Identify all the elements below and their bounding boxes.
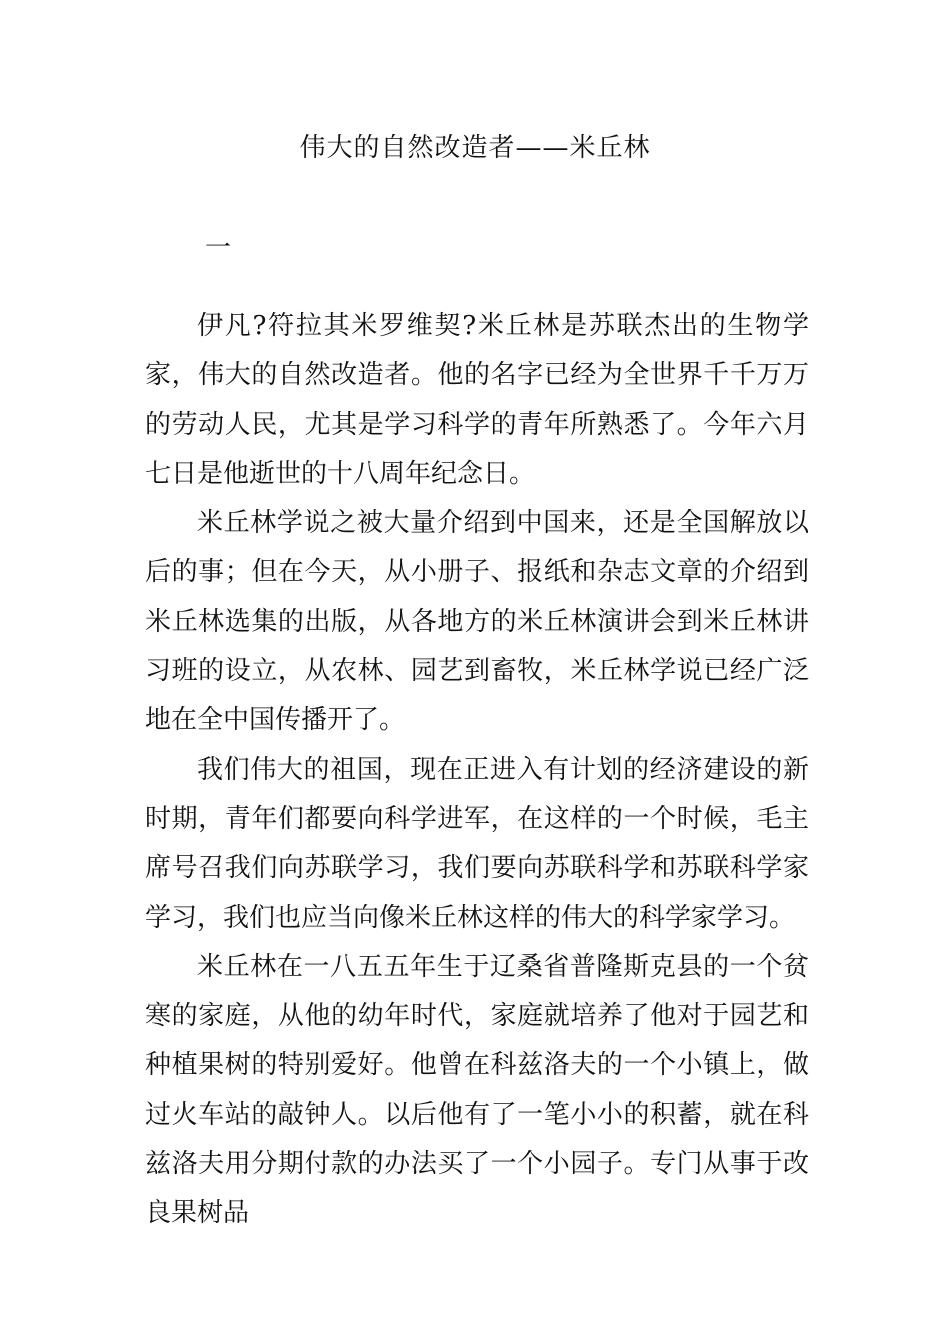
section-number: 一 bbox=[205, 233, 232, 263]
paragraph-2: 米丘林学说之被大量介绍到中国来，还是全国解放以后的事；但在今天，从小册子、报纸和杂志文章的介绍到米丘林选集的出版，从各地方的米丘林演讲会到米丘林讲习班的设立，从农林、园艺到畜牧，米丘林学说已经广泛地在全中国传播开了。 bbox=[145, 508, 809, 736]
paragraph-3: 我们伟大的祖国，现在正进入有计划的经济建设的新时期，青年们都要向科学进军，在这样的一个时候，毛主席号召我们向苏联学习，我们要向苏联科学和苏联科学家学习，我们也应当向像米丘林这样的伟大的科学家学习。 bbox=[145, 754, 809, 933]
document-body bbox=[145, 302, 809, 1239]
paragraph-4: 米丘林在一八五五年生于辽桑省普隆斯克县的一个贫寒的家庭，从他的幼年时代，家庭就培养了他对于园艺和种植果树的特别爱好。他曾在科兹洛夫的一个小镇上，做过火车站的敲钟人。以后他有了一笔小小的积蓄，就在科兹洛夫用分期付款的办法买了一个小园子。专门从事于改良果树品 bbox=[145, 951, 809, 1229]
document-title: 伟大的自然改造者——米丘林 bbox=[299, 133, 651, 163]
paragraph-1: 伊凡?符拉其米罗维契?米丘林是苏联杰出的生物学家，伟大的自然改造者。他的名字已经为全世界千千万万的劳动人民，尤其是学习科学的青年所熟悉了。今年六月七日是他逝世的十八周年纪念日。 bbox=[145, 311, 809, 489]
